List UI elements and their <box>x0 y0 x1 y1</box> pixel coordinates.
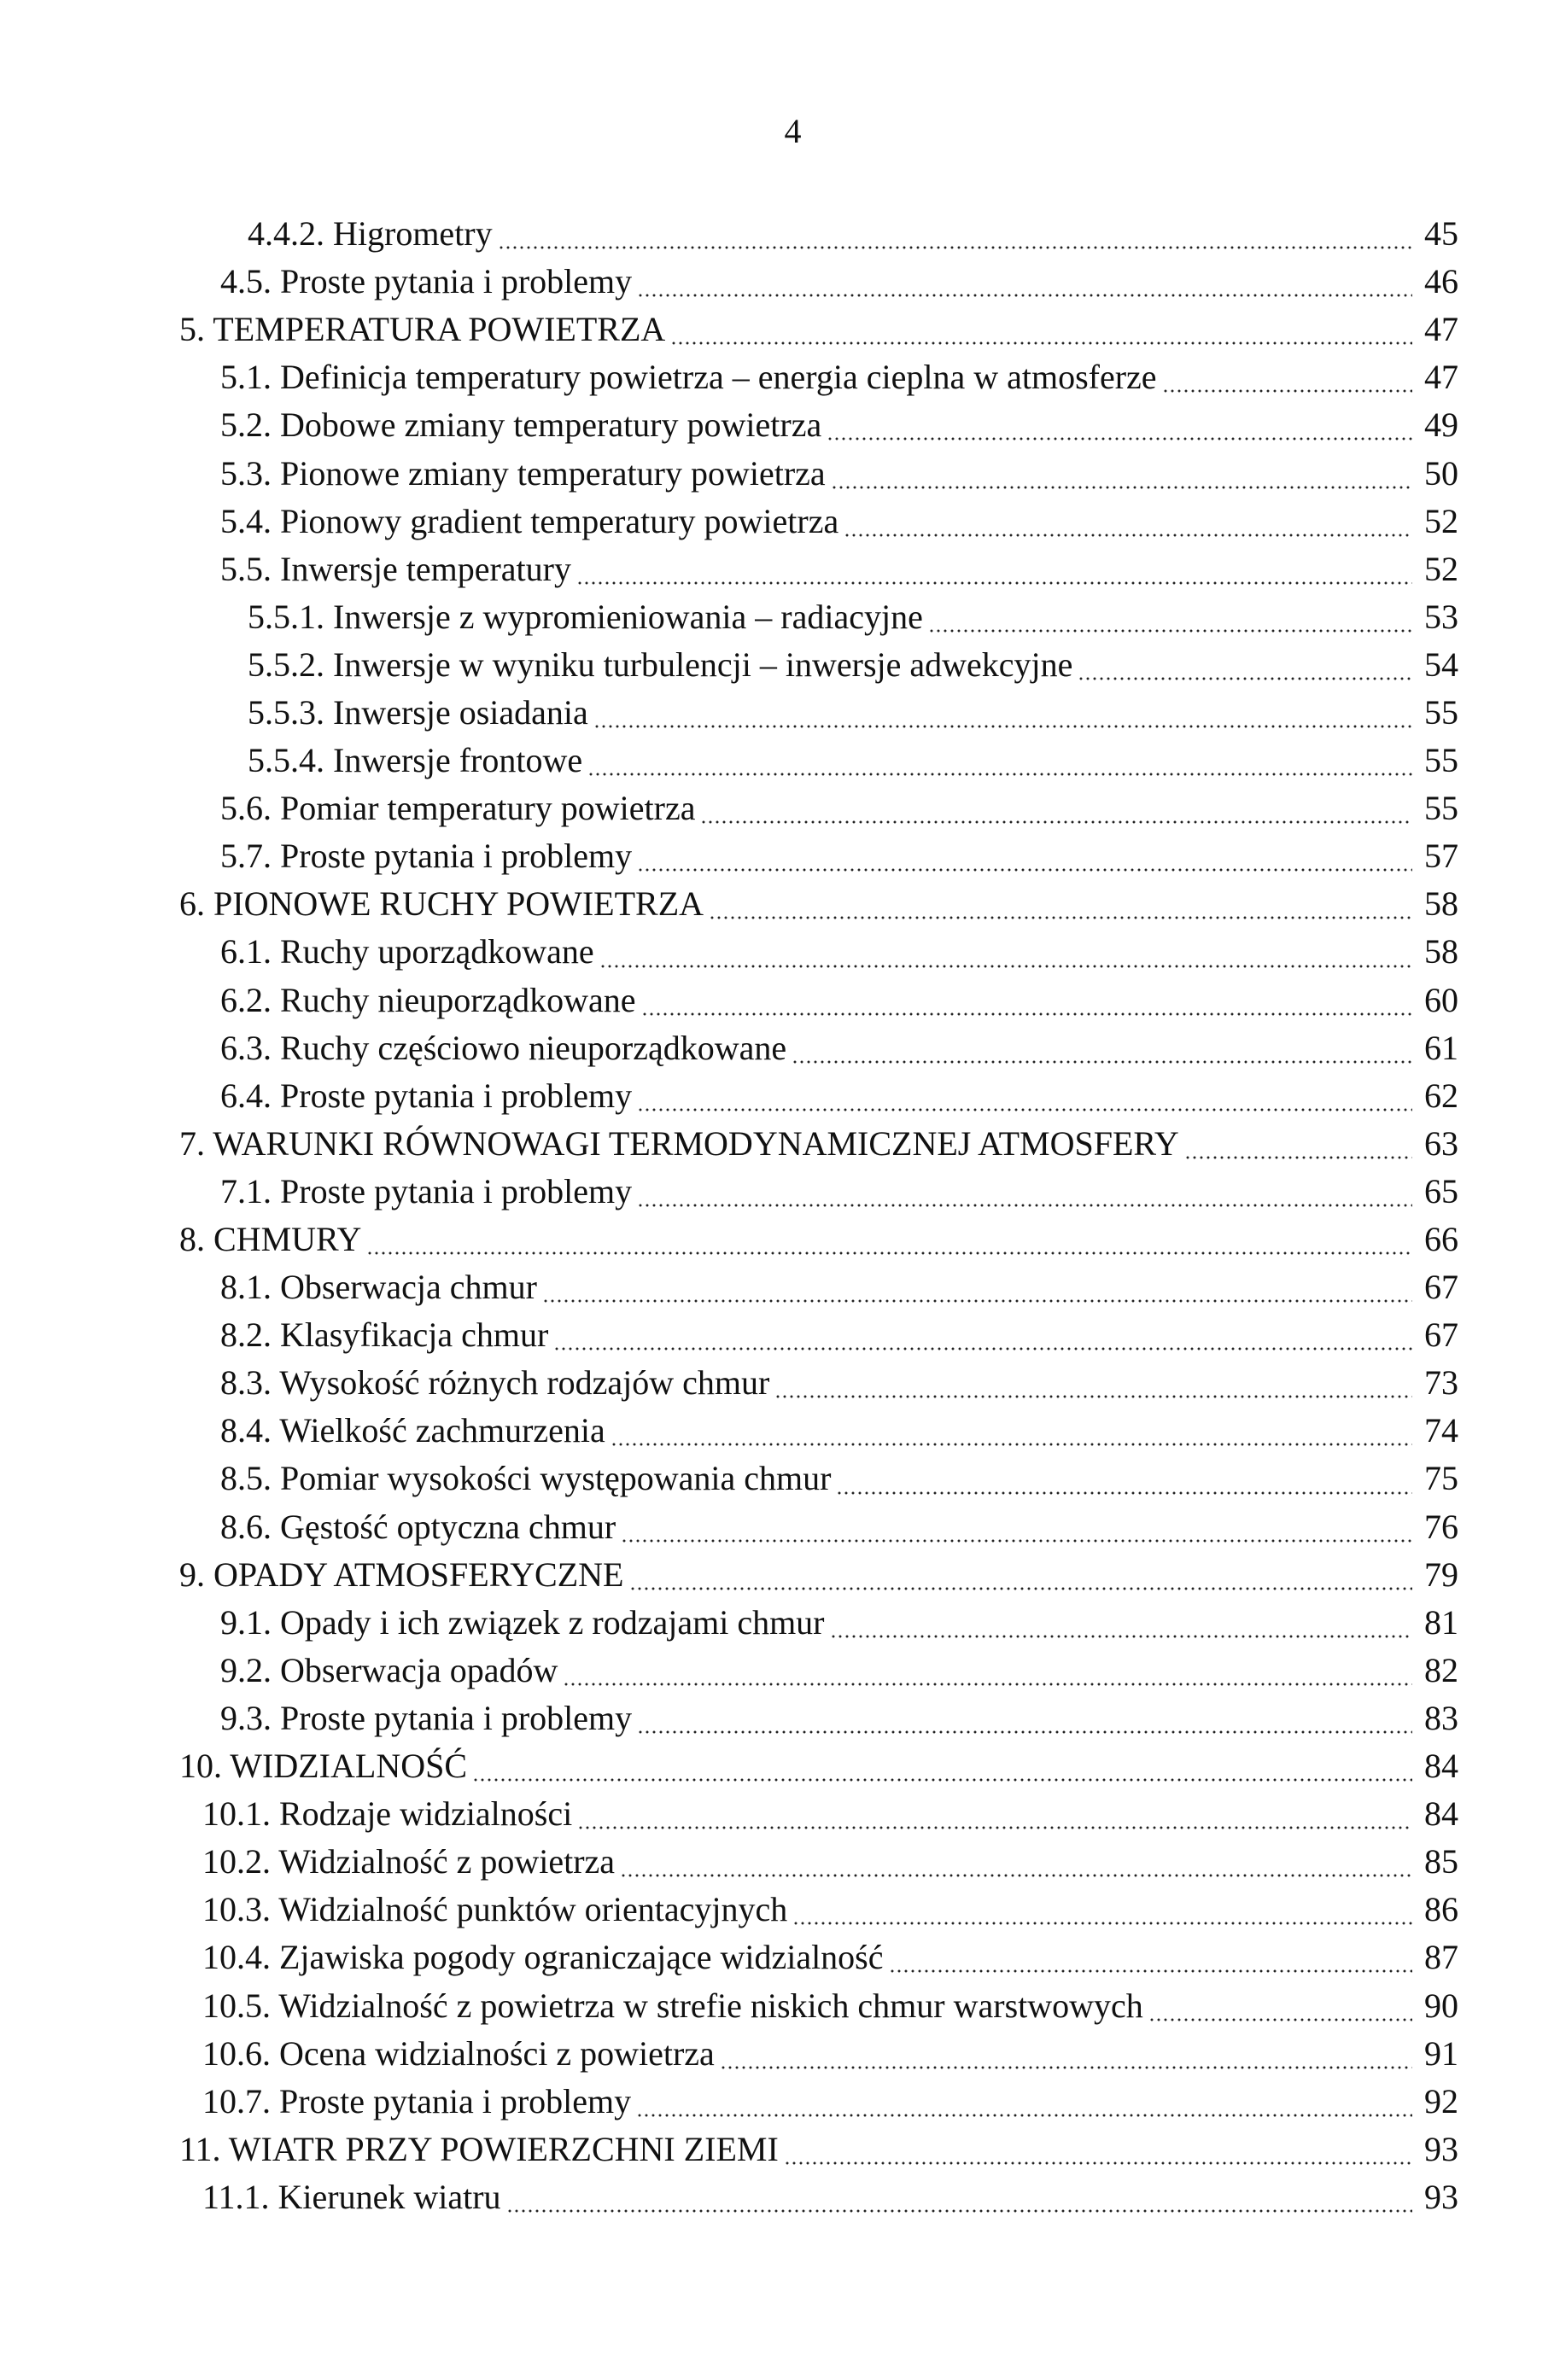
toc-entry-page: 50 <box>1424 453 1458 493</box>
toc-entry-title: 5. TEMPERATURA POWIETRZA <box>179 310 666 349</box>
toc-entry-title: 5.5.4. Inwersje frontowe <box>248 741 583 780</box>
toc-entry-page: 81 <box>1424 1602 1458 1642</box>
toc-entry-title: 5.3. Pionowe zmiany temperatury powietrza <box>220 453 826 493</box>
dot-leader <box>472 1747 1412 1782</box>
toc-entry <box>0 545 1560 593</box>
toc-entry-title: 8.2. Klasyfikacja chmur <box>220 1315 549 1355</box>
dot-leader <box>366 1221 1412 1255</box>
toc-entry-page: 52 <box>1424 549 1458 588</box>
dot-leader <box>774 1364 1412 1398</box>
dot-leader <box>587 742 1412 776</box>
dot-leader <box>1162 359 1412 393</box>
dot-leader <box>637 1173 1412 1207</box>
toc-entry-title: 10.6. Ocena widzialności z powietrza <box>202 2033 715 2073</box>
toc-entry-title: 6.1. Ruchy uporządkowane <box>220 932 594 971</box>
toc-entry-title: 9. OPADY ATMOSFERYCZNE <box>179 1555 624 1594</box>
toc-entry <box>0 2173 1560 2221</box>
toc-entry <box>0 689 1560 737</box>
dot-leader <box>637 837 1412 872</box>
toc-entry <box>0 1599 1560 1647</box>
dot-leader <box>553 1316 1412 1350</box>
toc-entry-page: 91 <box>1424 2033 1458 2073</box>
toc-entry-title: 8.4. Wielkość zachmurzenia <box>220 1411 605 1450</box>
toc-entry-title: 5.5.1. Inwersje z wypromieniowania – radiacyjne <box>248 597 923 636</box>
toc-entry <box>0 832 1560 880</box>
toc-entry-page: 67 <box>1424 1268 1458 1307</box>
dot-leader <box>563 1652 1412 1686</box>
toc-entry-page: 62 <box>1424 1076 1458 1115</box>
toc-entry-page: 93 <box>1424 2177 1458 2216</box>
toc-entry <box>0 1934 1560 1981</box>
toc-entry-page: 74 <box>1424 1411 1458 1450</box>
toc-entry-title: 10.2. Widzialność z powietrza <box>202 1842 616 1881</box>
toc-entry <box>0 737 1560 785</box>
dot-leader <box>1184 1125 1412 1159</box>
dot-leader <box>636 2083 1412 2117</box>
dot-leader <box>577 1795 1412 1829</box>
dot-leader <box>844 503 1412 537</box>
dot-leader <box>831 455 1412 489</box>
toc-entry-page: 55 <box>1424 692 1458 732</box>
toc-entry-title: 8. CHMURY <box>179 1220 362 1259</box>
toc-entry-page: 85 <box>1424 1842 1458 1881</box>
toc-entry <box>0 2078 1560 2126</box>
toc-entry-page: 52 <box>1424 501 1458 540</box>
toc-entry-page: 63 <box>1424 1123 1458 1163</box>
toc-entry-title: 5.7. Proste pytania i problemy <box>220 837 633 876</box>
toc-entry <box>0 353 1560 401</box>
toc-entry-page: 47 <box>1424 310 1458 349</box>
toc-entry-title: 10.3. Widzialność punktów orientacyjnych <box>202 1890 788 1929</box>
toc-entry-title: 8.3. Wysokość różnych rodzajów chmur <box>220 1363 770 1403</box>
toc-entry <box>0 1838 1560 1886</box>
toc-entry-page: 49 <box>1424 405 1458 445</box>
toc-entry <box>0 928 1560 976</box>
toc-entry-title: 10.5. Widzialność z powietrza w strefie niskich chmur warstwowych <box>202 1986 1143 2025</box>
toc-entry <box>0 1216 1560 1263</box>
toc-entry-title: 7.1. Proste pytania i problemy <box>220 1171 633 1210</box>
toc-entry <box>0 641 1560 689</box>
toc-entry <box>0 1359 1560 1407</box>
toc-entry-title: 4.5. Proste pytania i problemy <box>220 262 633 301</box>
toc-entry-page: 58 <box>1424 932 1458 971</box>
dot-leader <box>637 263 1412 297</box>
dot-leader <box>836 1461 1412 1495</box>
toc-entry-page: 82 <box>1424 1650 1458 1689</box>
toc-entry-page: 83 <box>1424 1698 1458 1737</box>
toc-entry-title: 8.1. Obserwacja chmur <box>220 1268 537 1307</box>
toc-entry <box>0 1742 1560 1790</box>
dot-leader <box>576 551 1412 585</box>
toc-entry <box>0 1407 1560 1455</box>
toc-entry-page: 84 <box>1424 1747 1458 1786</box>
toc-entry <box>0 1263 1560 1311</box>
dot-leader <box>506 2179 1412 2213</box>
toc-entry-page: 76 <box>1424 1507 1458 1546</box>
toc-entry-page: 45 <box>1424 214 1458 254</box>
toc-entry-page: 46 <box>1424 262 1458 301</box>
dot-leader <box>670 311 1412 345</box>
toc-entry-title: 10. WIDZIALNOŚĆ <box>179 1747 468 1786</box>
dot-leader <box>611 1412 1412 1446</box>
toc-entry <box>0 1072 1560 1120</box>
toc-entry-page: 53 <box>1424 597 1458 636</box>
toc-entry-title: 9.2. Obserwacja opadów <box>220 1650 558 1689</box>
dot-leader <box>637 1077 1412 1111</box>
toc-entry-page: 86 <box>1424 1890 1458 1929</box>
dot-leader <box>593 694 1412 728</box>
toc-entry-page: 93 <box>1424 2129 1458 2168</box>
toc-entry-title: 8.5. Pomiar wysokości występowania chmur <box>220 1459 832 1498</box>
toc-entry-page: 54 <box>1424 645 1458 684</box>
dot-leader <box>700 790 1412 824</box>
toc-entry <box>0 258 1560 306</box>
toc-entry-title: 5.5. Inwersje temperatury <box>220 549 571 588</box>
dot-leader <box>599 934 1412 968</box>
dot-leader <box>1078 646 1412 680</box>
toc-entry <box>0 449 1560 497</box>
toc-entry-title: 8.6. Gęstość optyczna chmur <box>220 1507 616 1546</box>
toc-entry <box>0 1168 1560 1216</box>
toc-entry-page: 84 <box>1424 1794 1458 1834</box>
toc-entry <box>0 498 1560 545</box>
toc-entry <box>0 1695 1560 1742</box>
toc-entry <box>0 785 1560 832</box>
toc-entry-title: 6.2. Ruchy nieuporządkowane <box>220 980 636 1019</box>
dot-leader <box>542 1269 1412 1303</box>
toc-entry-title: 11.1. Kierunek wiatru <box>202 2177 501 2216</box>
dot-leader <box>620 1843 1412 1877</box>
toc-entry-page: 55 <box>1424 789 1458 828</box>
dot-leader <box>621 1508 1412 1543</box>
toc-entry <box>0 1120 1560 1168</box>
toc-entry-title: 7. WARUNKI RÓWNOWAGI TERMODYNAMICZNEJ ATMOSFERY <box>179 1123 1179 1163</box>
toc-entry-title: 10.4. Zjawiska pogody ograniczające widzialność <box>202 1938 884 1977</box>
toc-entry-page: 92 <box>1424 2081 1458 2120</box>
dot-leader <box>709 885 1412 919</box>
toc-entry-page: 66 <box>1424 1220 1458 1259</box>
toc-entry-page: 75 <box>1424 1459 1458 1498</box>
table-of-contents <box>0 210 1560 2221</box>
toc-entry <box>0 1551 1560 1599</box>
toc-entry-page: 65 <box>1424 1171 1458 1210</box>
toc-entry <box>0 880 1560 928</box>
toc-entry-title: 6. PIONOWE RUCHY POWIETRZA <box>179 884 704 924</box>
dot-leader <box>498 215 1412 249</box>
page-number: 4 <box>784 112 802 150</box>
toc-entry <box>0 2030 1560 2078</box>
toc-entry-title: 9.3. Proste pytania i problemy <box>220 1698 633 1737</box>
toc-entry <box>0 977 1560 1024</box>
dot-leader <box>792 1891 1412 1925</box>
toc-entry <box>0 1790 1560 1838</box>
toc-entry-page: 61 <box>1424 1028 1458 1067</box>
dot-leader <box>827 406 1412 440</box>
dot-leader <box>792 1030 1412 1064</box>
toc-entry <box>0 1647 1560 1695</box>
toc-entry-title: 5.5.2. Inwersje w wyniku turbulencji – inwersje adwekcyjne <box>248 645 1073 684</box>
dot-leader <box>830 1604 1413 1638</box>
toc-entry-title: 5.5.3. Inwersje osiadania <box>248 692 588 732</box>
toc-entry-title: 6.4. Proste pytania i problemy <box>220 1076 633 1115</box>
toc-entry-title: 10.7. Proste pytania i problemy <box>202 2081 632 2120</box>
toc-entry-page: 79 <box>1424 1555 1458 1594</box>
toc-entry-title: 11. WIATR PRZY POWIERZCHNI ZIEMI <box>179 2129 779 2168</box>
toc-entry-title: 10.1. Rodzaje widzialności <box>202 1794 573 1834</box>
toc-entry <box>0 593 1560 641</box>
dot-leader <box>637 1700 1412 1734</box>
toc-entry-page: 73 <box>1424 1363 1458 1403</box>
dot-leader <box>720 2035 1412 2069</box>
toc-entry-page: 67 <box>1424 1315 1458 1355</box>
toc-entry-title: 5.1. Definicja temperatury powietrza – energia cieplna w atmosferze <box>220 358 1157 397</box>
dot-leader <box>1148 1987 1412 2021</box>
toc-entry <box>0 1981 1560 2029</box>
dot-leader <box>889 1939 1413 1973</box>
toc-entry-title: 5.2. Dobowe zmiany temperatury powietrza <box>220 405 822 445</box>
toc-entry <box>0 1311 1560 1359</box>
dot-leader <box>784 2131 1412 2165</box>
toc-entry-page: 90 <box>1424 1986 1458 2025</box>
toc-entry-page: 87 <box>1424 1938 1458 1977</box>
toc-entry <box>0 1024 1560 1072</box>
toc-entry-page: 58 <box>1424 884 1458 924</box>
toc-entry <box>0 1503 1560 1551</box>
toc-entry-page: 55 <box>1424 741 1458 780</box>
toc-entry-title: 6.3. Ruchy częściowo nieuporządkowane <box>220 1028 787 1067</box>
toc-entry <box>0 1455 1560 1502</box>
dot-leader <box>641 982 1412 1016</box>
toc-entry-title: 9.1. Opady i ich związek z rodzajami chmur <box>220 1602 825 1642</box>
toc-entry <box>0 306 1560 353</box>
toc-entry-page: 60 <box>1424 980 1458 1019</box>
toc-entry <box>0 2126 1560 2173</box>
toc-entry-page: 57 <box>1424 837 1458 876</box>
toc-entry <box>0 210 1560 258</box>
toc-entry-page: 47 <box>1424 358 1458 397</box>
dot-leader <box>629 1556 1413 1590</box>
toc-entry-title: 5.4. Pionowy gradient temperatury powietrza <box>220 501 839 540</box>
dot-leader <box>928 598 1412 633</box>
toc-entry-title: 4.4.2. Higrometry <box>248 214 493 254</box>
toc-entry <box>0 401 1560 449</box>
toc-entry-title: 5.6. Pomiar temperatury powietrza <box>220 789 696 828</box>
toc-entry <box>0 1886 1560 1934</box>
